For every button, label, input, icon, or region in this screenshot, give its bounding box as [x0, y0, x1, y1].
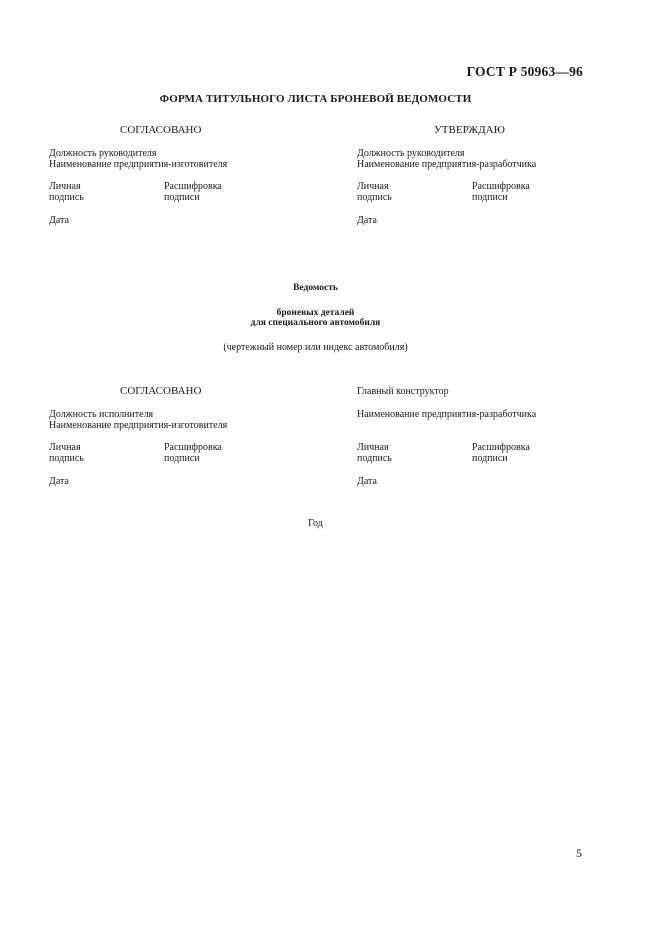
top-left-personal-signature-line2: подпись — [49, 192, 84, 203]
bottom-right-organization: Наименование предприятия-разработчика — [357, 409, 537, 420]
bottom-left-heading: СОГЛАСОВАНО — [120, 385, 202, 397]
bottom-right-decode-line2: подписи — [472, 453, 508, 464]
top-right-date: Дата — [357, 215, 377, 226]
top-right-personal-signature-line1: Личная — [357, 181, 389, 192]
bottom-left-decode-line1: Расшифровка — [164, 442, 222, 453]
top-right-heading: УТВЕРЖДАЮ — [434, 124, 505, 136]
bottom-left-position: Должность исполнителя — [49, 409, 154, 420]
bottom-right-date: Дата — [357, 476, 377, 487]
drawing-number-note: (чертежный номер или индекс автомобиля) — [223, 342, 408, 353]
document-subtitle-line2: для специального автомобиля — [250, 318, 381, 328]
top-left-heading: СОГЛАСОВАНО — [120, 124, 202, 136]
bottom-left-organization: Наименование предприятия-изготовителя — [49, 420, 228, 431]
bottom-left-date: Дата — [49, 476, 69, 487]
top-left-date: Дата — [49, 215, 69, 226]
top-left-decode-line2: подписи — [164, 192, 200, 203]
document-title: Ведомость — [293, 283, 338, 293]
top-right-decode-line1: Расшифровка — [472, 181, 530, 192]
top-right-decode-line2: подписи — [472, 192, 508, 203]
top-left-position: Должность руководителя — [49, 148, 157, 159]
top-right-organization: Наименование предприятия-разработчика — [357, 159, 537, 170]
bottom-left-personal-signature-line2: подпись — [49, 453, 84, 464]
top-left-organization: Наименование предприятия-изготовителя — [49, 159, 228, 170]
page-number: 5 — [576, 846, 582, 860]
bottom-left-personal-signature-line1: Личная — [49, 442, 81, 453]
top-left-decode-line1: Расшифровка — [164, 181, 222, 192]
bottom-left-decode-line2: подписи — [164, 453, 200, 464]
bottom-right-decode-line1: Расшифровка — [472, 442, 530, 453]
top-right-position: Должность руководителя — [357, 148, 465, 159]
top-left-personal-signature-line1: Личная — [49, 181, 81, 192]
standard-code: ГОСТ Р 50963—96 — [466, 64, 583, 79]
top-right-personal-signature-line2: подпись — [357, 192, 392, 203]
form-title: ФОРМА ТИТУЛЬНОГО ЛИСТА БРОНЕВОЙ ВЕДОМОСТИ — [159, 93, 472, 105]
bottom-right-heading: Главный конструктор — [357, 386, 449, 397]
year-label: Год — [308, 518, 323, 529]
bottom-right-personal-signature-line2: подпись — [357, 453, 392, 464]
bottom-right-personal-signature-line1: Личная — [357, 442, 389, 453]
document-subtitle-line1: броневых деталей — [276, 308, 355, 318]
